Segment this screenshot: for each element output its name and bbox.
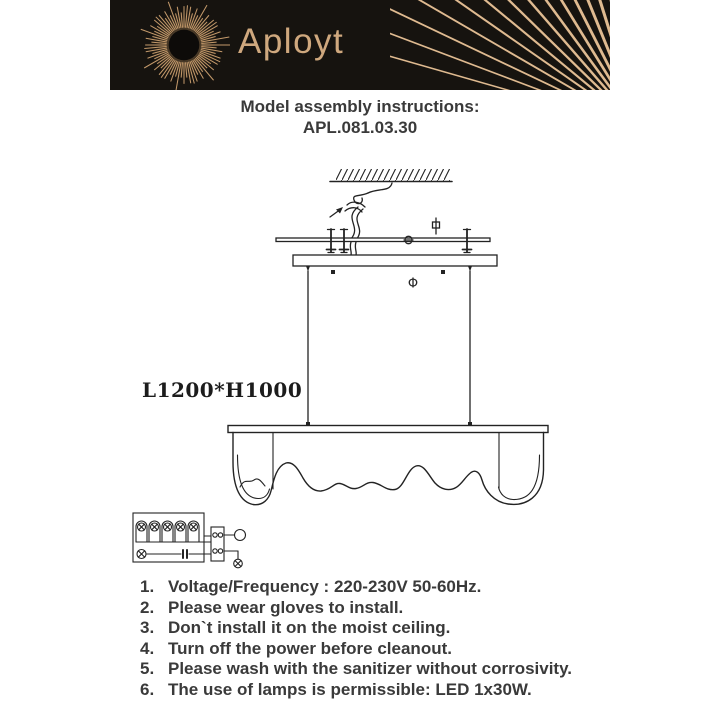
instruction-number: 4. <box>140 638 155 658</box>
instruction-number: 3. <box>140 618 155 637</box>
instruction-item <box>140 639 572 660</box>
page-title: Model assembly instructions: <box>240 97 480 116</box>
power-cord <box>330 183 392 255</box>
instruction-text: The use of lamps is permissible: LED 1x30W. <box>168 679 532 699</box>
lamp-symbols <box>136 521 199 542</box>
instruction-item <box>140 659 572 680</box>
model-number: APL.081.03.30 <box>302 118 418 137</box>
canopy <box>293 255 497 292</box>
instruction-list <box>140 577 572 700</box>
dimension-label: L1200*H1000 <box>142 378 303 402</box>
instruction-number: 6. <box>140 679 155 699</box>
lamp-body <box>228 426 548 505</box>
instruction-item <box>140 618 572 639</box>
instruction-number: 1. <box>140 577 155 596</box>
instruction-text: Turn off the power before cleanout. <box>168 638 452 658</box>
instruction-text: Voltage/Frequency : 220-230V 50-60Hz. <box>168 577 482 596</box>
instruction-text: Don`t install it on the moist ceiling. <box>168 618 451 637</box>
nut-icon <box>433 218 440 234</box>
brand-name: Aployt <box>238 22 345 61</box>
phi-symbol: Φ <box>407 276 419 292</box>
ceiling <box>330 169 452 182</box>
instruction-text: Please wash with the sanitizer without corrosivity. <box>168 659 573 678</box>
instruction-number: 2. <box>140 597 155 617</box>
instruction-text: Please wear gloves to install. <box>168 597 404 617</box>
mounting-bracket <box>276 218 490 253</box>
instruction-item <box>140 680 572 701</box>
wiring-diagram <box>133 513 246 568</box>
phi-symbol: Φ <box>399 234 415 246</box>
instruction-item <box>140 598 572 619</box>
instruction-number: 5. <box>140 659 155 678</box>
suspension-cables <box>306 271 472 427</box>
instruction-item <box>140 577 572 598</box>
